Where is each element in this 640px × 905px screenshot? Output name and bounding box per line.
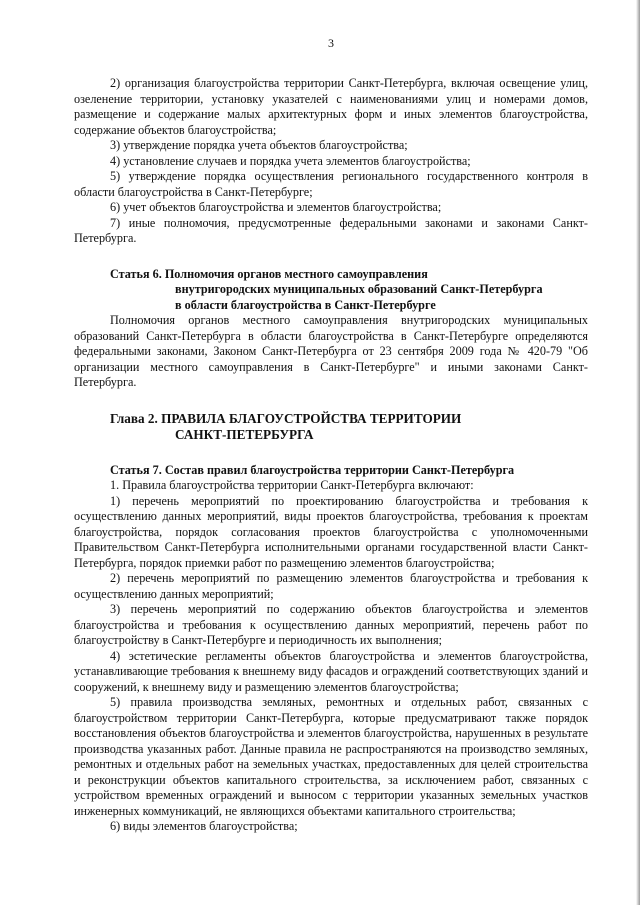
list-item: 6) учет объектов благоустройства и элементов благоустройства;: [110, 200, 442, 214]
list-item: 4) установление случаев и порядка учета элементов благоустройства;: [110, 153, 471, 168]
article-7-title: Статья 7. Состав правил благоустройства территории Санкт-Петербурга: [110, 462, 515, 477]
article-6-title: [74, 267, 588, 314]
list-item: 7) иные полномочия, предусмотренные федеральными законами и законами Санкт-Петербурга.: [74, 215, 588, 245]
chapter-2-title-line2: САНКТ-ПЕТЕРБУРГА: [175, 426, 314, 442]
powers-list: [74, 76, 588, 247]
article-7-body: [74, 478, 588, 835]
chapter-2-title: [74, 411, 588, 443]
article-6-title-line3: в области благоустройства в Санкт-Петербурге: [175, 297, 436, 312]
list-item: 5) утверждение порядка осуществления регионального государственного контроля в области благоустройства в Санкт-Петербурге;: [74, 169, 588, 199]
list-item: 2) организация благоустройства территории Санкт-Петербурга, включая освещение улиц, озеленение территории, установку указателей с наименованиями улиц и номерами домов, размещение и содержание малых архитектурных форм и иных элементов благоустройства, содержание объектов благоустройства;: [74, 76, 588, 137]
scan-edge-shadow: [636, 0, 640, 905]
list-item: 2) перечень мероприятий по размещению элементов благоустройства и требования к осуществлению данных мероприятий;: [74, 571, 588, 601]
chapter-2-title-line1: Глава 2. ПРАВИЛА БЛАГОУСТРОЙСТВА ТЕРРИТОРИИ: [110, 410, 462, 426]
list-item: 3) перечень мероприятий по содержанию объектов благоустройства и элементов благоустройства и требования к осуществлению данных мероприятий, перечень работ по благоустройству в Санкт-Петербурге и периодичность их выполнения;: [74, 602, 588, 647]
list-item: 4) эстетические регламенты объектов благоустройства и элементов благоустройства, устанавливающие требования к внешнему виду фасадов и ограждений соответствующих зданий и сооружений, к внешнему виду и размещению элементов благоустройства;: [74, 648, 588, 694]
list-item: 6) виды элементов благоустройства;: [110, 819, 298, 833]
list-item: 1) перечень мероприятий по проектированию благоустройства и требования к осуществлению данных мероприятий, виды проектов благоустройства, требования к проектам благоустройства, порядок согласования проектов благоустройства с уполномоченными Правительством Санкт-Петербурга исполнительными органами государственной власти Санкт-Петербурга, порядок приемки работ по размещению элементов благоустройства;: [74, 493, 588, 570]
article-6-text: Полномочия органов местного самоуправления внутригородских муниципальных образований Санкт-Петербурга в области благоустройства в Санкт-Петербурге определяются федеральными законами, Законом Санкт-Петербурга от 23 сентября 2009 года № 420-79 "Об организации местного самоуправления в Санкт-Петербурге" и иными законами Санкт-Петербурга.: [74, 313, 588, 389]
list-item: 3) утверждение порядка учета объектов благоустройства;: [110, 138, 408, 152]
article-6-title-line1: Статья 6. Полномочия органов местного самоуправления: [110, 266, 428, 281]
list-item: 1. Правила благоустройства территории Санкт-Петербурга включают:: [110, 478, 474, 492]
article-6-title-line2: внутригородских муниципальных образований Санкт-Петербурга: [175, 282, 543, 296]
list-item: 5) правила производства земляных, ремонтных и отдельных работ, связанных с благоустройством территории Санкт-Петербурга, которые предусматривают также порядок восстановления объектов благоустройства и элементов благоустройства, нарушенных в результате производства указанных работ. Данные правила не распространяются на производство земляных, ремонтных и отдельных работ на земельных участках, предоставленных для целей строительства и реконструкции объектов капитального строительства, за исключением работ, связанных с устройством временных ограждений и выносом с территории указанных земельных участков инженерных коммуникаций, не являющихся объектами капитального строительства;: [74, 695, 588, 818]
page-number: 3: [328, 36, 334, 50]
